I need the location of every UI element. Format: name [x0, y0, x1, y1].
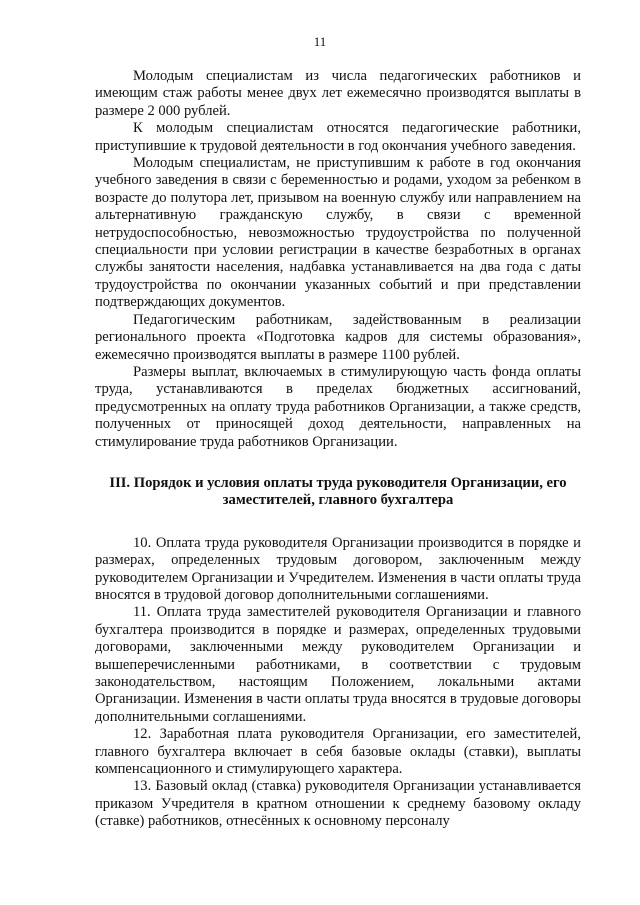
paragraph-young-specialists-payment: Молодым специалистам из числа педагогических работников и имеющим стаж работы менее двух лет ежемесячно производятся выплаты в размере 2 000 рублей. — [95, 68, 581, 119]
paragraph-clause-12: 12. Заработная плата руководителя Организации, его заместителей, главного бухгалтера включает в себя базовые оклады (ставки), выплаты компенсационного и стимулирующего характера. — [95, 726, 581, 778]
paragraph-regional-project-payment: Педагогическим работникам, задействованным в реализации регионального проекта «Подготовка кадров для системы образования», ежемесячно производятся выплаты в размере 1100 рублей. — [95, 311, 581, 363]
paragraph-young-specialists-definition: К молодым специалистам относятся педагогические работники, приступившие к трудовой деятельности в год окончания учебного заведения. — [95, 120, 581, 154]
paragraph-clause-10: 10. Оплата труда руководителя Организации производится в порядке и размерах, определенных трудовым договором, заключенным между руководителем Организации и Учредителем. Изменения в части оплаты труда вносятся в трудовой договор дополнительными соглашениями. — [95, 534, 581, 603]
paragraph-incentive-fund-limits: Размеры выплат, включаемых в стимулирующую часть фонда оплаты труда, устанавливаются в пределах бюджетных ассигнований, предусмотренных на оплату труда работников Организации, а также средств, полученных от приносящей доход деятельности, направленных на стимулирование труда работников Организации. — [95, 363, 581, 450]
section-heading: III. Порядок и условия оплаты труда руководителя Организации, его заместителей, главного бухгалтера — [109, 474, 567, 509]
document-body — [95, 68, 581, 831]
paragraph-clause-11: 11. Оплата труда заместителей руководителя Организации и главного бухгалтера производится в порядке и размерах, определенных трудовыми договорами, заключенными между руководителем Организации и вышеперечисленными работниками, в соответствии с трудовым законодательством, настоящим Положением, локальными актами Организации. Изменения в части оплаты труда вносятся в трудовые договоры дополнительными соглашениями. — [95, 604, 581, 725]
page-number: 11 — [313, 34, 327, 49]
paragraph-young-specialists-exceptions: Молодым специалистам, не приступившим к работе в год окончания учебного заведения в связи с беременностью и родами, уходом за ребенком в возрасте до полутора лет, призывом на военную службу или направлением на альтернативную гражданскую службу, в связи с временной нетрудоспособностью, невозможностью трудоустройства по полученной специальности при условии регистрации в качестве безработных в органах службы занятости населения, надбавка устанавливается на два года с даты трудоустройства по окончании указанных событий и при представлении подтверждающих документов. — [95, 155, 581, 311]
paragraph-clause-13: 13. Базовый оклад (ставка) руководителя Организации устанавливается приказом Учредителя в кратном отношении к среднему базовому окладу (ставке) работников, отнесённых к основному персоналу — [95, 778, 581, 830]
